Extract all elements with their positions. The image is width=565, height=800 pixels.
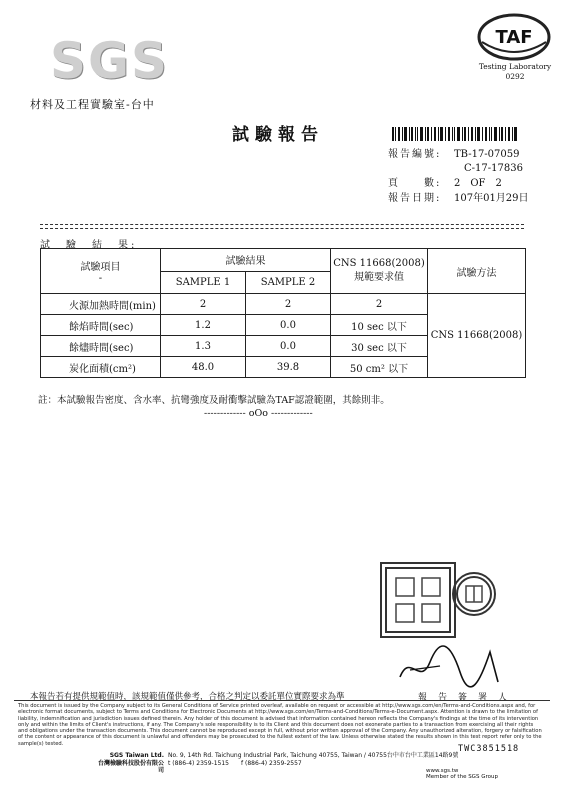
meta-value: C-17-17836: [464, 163, 523, 174]
divider: [40, 228, 524, 229]
website: [426, 768, 498, 780]
results-label: 試 驗 結 果:: [40, 240, 138, 251]
row-item: 餘焰時間(sec): [41, 315, 161, 336]
method-cell: CNS 11668(2008): [428, 294, 526, 378]
header-sample-1: SAMPLE 1: [161, 271, 246, 294]
end-marker: ------------- oOo -------------: [204, 408, 313, 419]
sgs-logo: SGS: [50, 32, 170, 90]
row-requirement: 30 sec 以下: [331, 336, 428, 357]
address-block: [168, 752, 548, 767]
signer-label: 報告簽署人: [418, 693, 519, 703]
header-sample-2: SAMPLE 2: [246, 271, 331, 294]
header-item-sub: -: [98, 273, 103, 284]
row-requirement: 2: [331, 294, 428, 315]
personal-seal-icon: [452, 572, 496, 616]
meta-pages: [388, 177, 558, 190]
row-requirement: 50 cm² 以下: [331, 357, 428, 378]
taf-caption: [470, 62, 560, 82]
meta-label: 頁 數:: [388, 178, 442, 189]
group-label: Member of the SGS Group: [426, 774, 498, 780]
page-title: 試驗報告: [232, 125, 324, 145]
table-row: [41, 294, 526, 315]
taf-logo-icon: [476, 12, 552, 62]
row-item: 餘燼時間(sec): [41, 336, 161, 357]
signature-icon: [380, 632, 520, 692]
row-requirement: 10 sec 以下: [331, 315, 428, 336]
meta-label: 報告日期:: [388, 193, 442, 204]
company-name-zh: 台灣檢驗科技股份有限公司: [97, 759, 164, 774]
header-item: [41, 249, 161, 294]
meta-value: TB-17-07059: [454, 149, 520, 160]
company-block: [94, 752, 164, 775]
row-item: 炭化面積(cm²): [41, 357, 161, 378]
lab-name: 材料及工程實驗室-台中: [30, 98, 155, 111]
meta-report-number-2: [388, 162, 558, 175]
row-sample-2: 2: [246, 294, 331, 315]
row-item: 火源加熱時間(min): [41, 294, 161, 315]
header-result: 試驗結果: [161, 249, 331, 272]
footer-divider: [14, 700, 550, 701]
row-sample-1: 48.0: [161, 357, 246, 378]
meta-value: 2 OF 2: [454, 178, 502, 189]
meta-report-date: [388, 192, 558, 205]
taf-badge-text: TAF: [495, 27, 533, 48]
results-table: [40, 248, 526, 378]
website-url: www.sgs.tw: [426, 768, 459, 774]
company-seal-icon: [380, 562, 456, 638]
row-sample-1: 1.2: [161, 315, 246, 336]
row-sample-1: 2: [161, 294, 246, 315]
spec-disclaimer: 本報告若有提供規範值時，該規範值僅供參考，合格之判定以委託單位實際要求為準: [30, 692, 345, 702]
address-line: No. 9, 14th Rd. Taichung Industrial Park, Taichung 40755, Taiwan / 40755台中市台中工業區14路9號: [168, 752, 459, 759]
row-sample-2: 0.0: [246, 315, 331, 336]
taf-number: 0292: [505, 72, 525, 81]
header-requirement: CNS 11668(2008) 規範要求值: [331, 249, 428, 294]
meta-value: 107年01月29日: [454, 193, 529, 204]
scope-note: 註：本試驗報告密度、含水率、抗彎強度及耐衝擊試驗為TAF認證範圍，其餘則非。: [38, 395, 390, 406]
barcode-icon: [392, 127, 518, 141]
legal-disclaimer: This document is issued by the Company subject to its General Conditions of Service printed overleaf, available on request or accessible at http://www.sgs.com/en/Terms-and-Conditions.aspx and, for electronic format documents, subject to Terms and Conditions for Electronic Documents at http://www.sgs.com/en/Terms-and-Conditions/Terms-e-Document.aspx. Attention is drawn to the limitation of liability, indemnification and jurisdiction issues defined therein. Any holder of this document is advised that information contained hereon reflects the Company's findings at the time of its intervention only and within the limits of Client's instructions, if any. The Company's sole responsibility is to its Client and this document does not exonerate parties to a transaction from exercising all their rights and obligations under the transaction documents. This document cannot be reproduced except in full, without prior written approval of the Company. Any unauthorized alteration, forgery or falsification of the content or appearance of this document is unlawful and offenders may be prosecuted to the fullest extent of the law. Unless otherwise stated the results shown in this test report refer only to the sample(s) tested.: [18, 703, 542, 747]
row-sample-2: 39.8: [246, 357, 331, 378]
header-method: 試驗方法: [428, 249, 526, 294]
taf-caption-text: Testing Laboratory: [478, 62, 552, 71]
serial-number: TWC3851518: [458, 744, 520, 754]
phone-line: t (886-4) 2359-1515 f (886-4) 2359-2557: [168, 759, 302, 767]
table-header-row: [41, 249, 526, 272]
meta-label: 報告編號:: [388, 149, 442, 160]
divider: [40, 224, 524, 225]
header-item-label: 試驗項目: [80, 262, 121, 273]
company-name-en: SGS Taiwan Ltd.: [109, 752, 164, 759]
meta-report-number: [388, 148, 558, 161]
row-sample-2: 0.0: [246, 336, 331, 357]
row-sample-1: 1.3: [161, 336, 246, 357]
